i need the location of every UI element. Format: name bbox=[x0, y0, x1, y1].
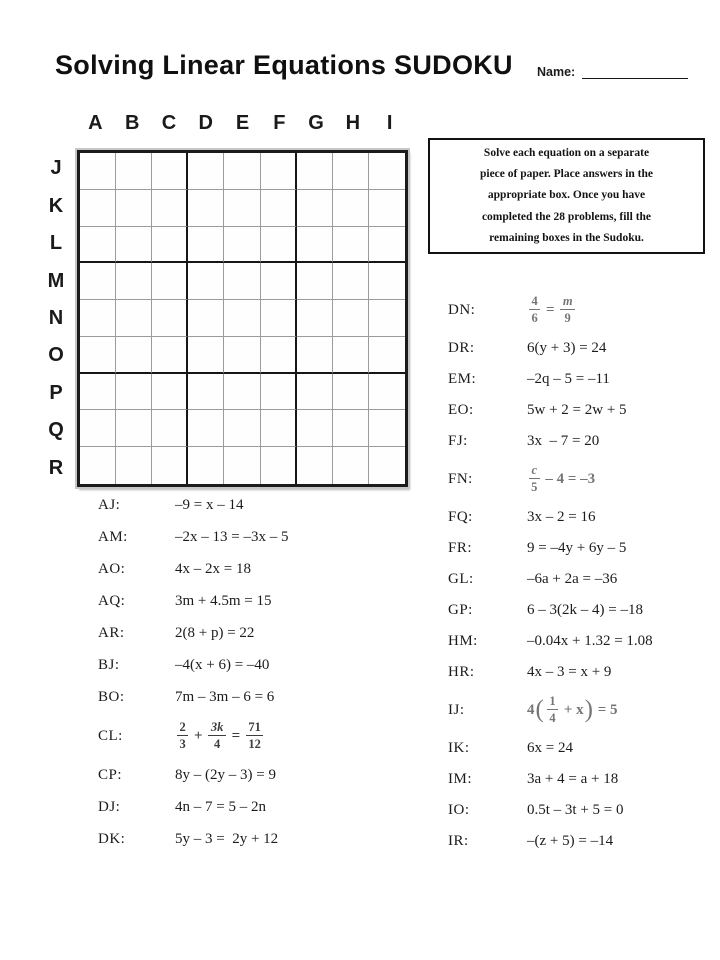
big-paren: ( bbox=[535, 696, 544, 724]
equation-text: 3m + 4.5m = 15 bbox=[175, 592, 272, 609]
equation-text: 2(8 + p) = 22 bbox=[175, 624, 255, 641]
fraction bbox=[177, 720, 188, 752]
grid-cell bbox=[116, 447, 152, 484]
eq-GP bbox=[448, 601, 720, 619]
fraction-numerator: m bbox=[560, 294, 575, 310]
equation-label: AO: bbox=[98, 560, 126, 577]
equation-text: 3x – 7 = 20 bbox=[527, 432, 600, 449]
instruction-line: completed the 28 problems, fill the bbox=[481, 210, 652, 223]
eq-HM bbox=[448, 632, 720, 650]
equation-label: AJ: bbox=[98, 496, 121, 513]
grid-cell bbox=[188, 263, 224, 300]
equation-text: – 4 = –3 bbox=[541, 470, 596, 487]
grid-cell bbox=[116, 374, 152, 411]
fraction bbox=[560, 294, 575, 326]
grid-cell bbox=[80, 300, 116, 337]
fraction-numerator: 2 bbox=[177, 720, 188, 736]
equation-label: IO: bbox=[448, 801, 470, 818]
grid-cell bbox=[224, 153, 260, 190]
fraction-numerator: c bbox=[529, 463, 540, 479]
fraction-denominator: 9 bbox=[564, 311, 571, 325]
grid-cell bbox=[80, 374, 116, 411]
grid-cell bbox=[152, 410, 188, 447]
equation-text: = bbox=[542, 301, 559, 318]
eq-CL bbox=[98, 720, 428, 752]
grid-cell bbox=[369, 300, 405, 337]
equation-expression bbox=[175, 799, 266, 816]
grid-cell bbox=[261, 374, 297, 411]
grid-cell bbox=[116, 153, 152, 190]
grid-cell bbox=[80, 153, 116, 190]
grid-cell bbox=[333, 227, 369, 264]
eq-DK bbox=[98, 830, 428, 848]
grid-cell bbox=[152, 447, 188, 484]
equation-expression bbox=[527, 694, 618, 726]
page-title: Solving Linear Equations SUDOKU bbox=[55, 50, 513, 80]
equation-expression bbox=[175, 625, 254, 642]
grid-cell bbox=[261, 153, 297, 190]
grid-cell bbox=[261, 337, 297, 374]
grid-cell bbox=[188, 374, 224, 411]
column-label-G: G bbox=[308, 112, 324, 134]
grid-cell bbox=[224, 263, 260, 300]
fraction bbox=[529, 463, 540, 495]
equation-label: HM: bbox=[448, 632, 478, 649]
equation-text: 8y – (2y – 3) = 9 bbox=[175, 766, 276, 783]
fraction-denominator: 4 bbox=[213, 737, 221, 751]
equation-expression bbox=[527, 602, 643, 619]
instruction-line: piece of paper. Place answers in the bbox=[479, 168, 653, 181]
grid-cell bbox=[224, 227, 260, 264]
equation-expression bbox=[527, 463, 595, 495]
equation-expression bbox=[175, 767, 276, 784]
equation-label: BJ: bbox=[98, 656, 120, 673]
grid-cell bbox=[80, 190, 116, 227]
grid-cell bbox=[116, 410, 152, 447]
grid-cell bbox=[224, 374, 260, 411]
grid-cell bbox=[297, 447, 333, 484]
eq-BJ bbox=[98, 656, 428, 674]
grid-cell bbox=[116, 227, 152, 264]
grid-cell bbox=[297, 300, 333, 337]
grid-cell bbox=[297, 410, 333, 447]
equation-expression bbox=[527, 802, 624, 819]
equation-label: GL: bbox=[448, 570, 474, 587]
eq-IO bbox=[448, 801, 720, 819]
grid-cell bbox=[80, 410, 116, 447]
eq-IJ bbox=[448, 694, 720, 726]
fraction-numerator: 3k bbox=[208, 720, 226, 736]
grid-cell bbox=[297, 227, 333, 264]
grid-cell bbox=[224, 300, 260, 337]
equation-label: FR: bbox=[448, 539, 473, 556]
grid-cell bbox=[369, 227, 405, 264]
grid-cell bbox=[152, 263, 188, 300]
instruction-line: appropriate box. Once you have bbox=[487, 189, 646, 202]
eq-CP bbox=[98, 766, 428, 784]
fraction-denominator: 12 bbox=[248, 737, 261, 751]
equation-expression bbox=[527, 771, 618, 788]
equation-label: IM: bbox=[448, 770, 472, 787]
grid-cell bbox=[369, 374, 405, 411]
grid-cell bbox=[152, 227, 188, 264]
grid-cell bbox=[369, 190, 405, 227]
grid-cell bbox=[297, 337, 333, 374]
equation-list-left bbox=[98, 496, 428, 862]
equation-text: 4x – 3 = x + 9 bbox=[527, 663, 612, 680]
grid-cell bbox=[297, 153, 333, 190]
column-label-D: D bbox=[198, 112, 213, 134]
sudoku-grid bbox=[77, 150, 408, 487]
grid-cell bbox=[261, 447, 297, 484]
equation-text: –2q – 5 = –11 bbox=[527, 370, 610, 387]
grid-cell bbox=[116, 300, 152, 337]
grid-cell bbox=[188, 190, 224, 227]
grid-cell bbox=[333, 300, 369, 337]
equation-text: –2x – 13 = –3x – 5 bbox=[175, 528, 289, 545]
equation-expression bbox=[527, 571, 617, 588]
grid-cell bbox=[224, 190, 260, 227]
equation-expression bbox=[527, 740, 573, 757]
grid-cell bbox=[261, 227, 297, 264]
equation-text: 3a + 4 = a + 18 bbox=[527, 770, 619, 787]
equation-list-right bbox=[448, 294, 720, 863]
fraction-denominator: 3 bbox=[179, 737, 186, 751]
grid-cell bbox=[333, 337, 369, 374]
equation-text: 9 = –4y + 6y – 5 bbox=[527, 539, 627, 556]
grid-cell bbox=[224, 337, 260, 374]
fraction-denominator: 5 bbox=[531, 480, 538, 494]
equation-expression bbox=[175, 657, 269, 674]
eq-DN bbox=[448, 294, 720, 326]
grid-cell bbox=[333, 153, 369, 190]
fraction bbox=[208, 720, 226, 752]
grid-cell bbox=[80, 227, 116, 264]
fraction-numerator: 1 bbox=[547, 694, 558, 710]
column-label-B: B bbox=[124, 112, 140, 134]
grid-cell bbox=[369, 263, 405, 300]
equation-label: DK: bbox=[98, 830, 126, 847]
eq-AM bbox=[98, 528, 428, 546]
equation-label: FJ: bbox=[448, 432, 468, 449]
equation-text: –9 = x – 14 bbox=[175, 496, 244, 513]
equation-expression bbox=[175, 689, 274, 706]
equation-label: DJ: bbox=[98, 798, 121, 815]
grid-cell bbox=[297, 263, 333, 300]
grid-cell bbox=[224, 447, 260, 484]
grid-cell bbox=[152, 374, 188, 411]
fraction bbox=[529, 294, 540, 326]
grid-cell bbox=[224, 410, 260, 447]
equation-label: HR: bbox=[448, 663, 475, 680]
equation-expression bbox=[175, 720, 265, 752]
equation-expression bbox=[527, 340, 606, 357]
grid-cell bbox=[116, 263, 152, 300]
eq-DR bbox=[448, 339, 720, 357]
equation-label: IJ: bbox=[448, 701, 465, 718]
instruction-line: Solve each equation on a separate bbox=[483, 146, 650, 159]
eq-AQ bbox=[98, 592, 428, 610]
equation-label: GP: bbox=[448, 601, 473, 618]
grid-cell bbox=[333, 447, 369, 484]
grid-cell bbox=[297, 190, 333, 227]
grid-cell bbox=[188, 447, 224, 484]
equation-expression bbox=[527, 509, 595, 526]
eq-HR bbox=[448, 663, 720, 681]
instruction-box bbox=[428, 138, 705, 254]
grid-cell bbox=[188, 153, 224, 190]
grid-cell bbox=[80, 337, 116, 374]
eq-IM bbox=[448, 770, 720, 788]
equation-text: + x bbox=[560, 701, 584, 718]
grid-cell bbox=[369, 153, 405, 190]
grid-cell bbox=[188, 227, 224, 264]
grid-cell bbox=[261, 190, 297, 227]
equation-text: = 5 bbox=[593, 701, 618, 718]
equation-label: IR: bbox=[448, 832, 469, 849]
equation-text: = bbox=[227, 727, 244, 744]
equation-expression bbox=[527, 433, 599, 450]
grid-cell bbox=[80, 447, 116, 484]
equation-expression bbox=[175, 831, 278, 848]
eq-BO bbox=[98, 688, 428, 706]
grid-cell bbox=[152, 337, 188, 374]
eq-AR bbox=[98, 624, 428, 642]
eq-EO bbox=[448, 401, 720, 419]
row-label-Q: Q bbox=[48, 419, 64, 442]
column-label-A: A bbox=[88, 112, 103, 134]
equation-expression bbox=[175, 593, 272, 610]
grid-cell bbox=[369, 447, 405, 484]
equation-label: AM: bbox=[98, 528, 128, 545]
equation-expression bbox=[527, 402, 627, 419]
eq-GL bbox=[448, 570, 720, 588]
grid-cell bbox=[261, 410, 297, 447]
equation-label: AQ: bbox=[98, 592, 126, 609]
equation-expression bbox=[527, 833, 613, 850]
equation-label: EO: bbox=[448, 401, 474, 418]
equation-label: BO: bbox=[98, 688, 125, 705]
equation-label: FN: bbox=[448, 470, 473, 487]
grid-row-labels bbox=[42, 150, 70, 487]
equation-expression bbox=[175, 497, 243, 514]
equation-label: CL: bbox=[98, 727, 123, 744]
row-label-O: O bbox=[48, 344, 64, 367]
grid-cell bbox=[152, 300, 188, 337]
eq-AO bbox=[98, 560, 428, 578]
eq-FR bbox=[448, 539, 720, 557]
row-label-R: R bbox=[48, 456, 64, 479]
fraction bbox=[547, 694, 558, 726]
equation-text: –0.04x + 1.32 = 1.08 bbox=[527, 632, 653, 649]
eq-EM bbox=[448, 370, 720, 388]
column-label-E: E bbox=[235, 112, 250, 134]
grid-cell bbox=[152, 190, 188, 227]
equation-text: 5w + 2 = 2w + 5 bbox=[527, 401, 627, 418]
equation-expression bbox=[527, 371, 610, 388]
equation-text: 0.5t – 3t + 5 = 0 bbox=[527, 801, 624, 818]
eq-AJ bbox=[98, 496, 428, 514]
grid-cell bbox=[333, 410, 369, 447]
column-label-I: I bbox=[386, 112, 393, 134]
grid-cell bbox=[188, 337, 224, 374]
equation-text: 3x – 2 = 16 bbox=[527, 508, 596, 525]
grid-cell bbox=[80, 263, 116, 300]
equation-text: 4x – 2x = 18 bbox=[175, 560, 251, 577]
column-label-F: F bbox=[273, 112, 286, 134]
fraction-denominator: 6 bbox=[531, 311, 538, 325]
grid-cell bbox=[333, 263, 369, 300]
equation-expression bbox=[175, 561, 251, 578]
row-label-P: P bbox=[49, 381, 63, 404]
equation-text: 6(y + 3) = 24 bbox=[527, 339, 607, 356]
grid-cell bbox=[188, 300, 224, 337]
equation-expression bbox=[527, 540, 626, 557]
grid-cell bbox=[369, 337, 405, 374]
name-label: Name: bbox=[537, 65, 576, 79]
eq-DJ bbox=[98, 798, 428, 816]
grid-column-labels bbox=[77, 112, 408, 135]
column-label-C: C bbox=[161, 112, 177, 134]
equation-label: EM: bbox=[448, 370, 477, 387]
fraction-numerator: 71 bbox=[246, 720, 264, 736]
name-blank-line bbox=[582, 64, 688, 79]
equation-expression bbox=[527, 633, 653, 650]
grid-cell bbox=[116, 337, 152, 374]
row-label-M: M bbox=[47, 269, 65, 292]
equation-label: FQ: bbox=[448, 508, 473, 525]
grid-cell bbox=[297, 374, 333, 411]
row-label-L: L bbox=[49, 232, 63, 255]
grid-cell bbox=[261, 263, 297, 300]
equation-label: AR: bbox=[98, 624, 125, 641]
eq-FQ bbox=[448, 508, 720, 526]
equation-text: 6x = 24 bbox=[527, 739, 573, 756]
equation-expression bbox=[527, 294, 577, 326]
eq-FN bbox=[448, 463, 720, 495]
equation-text: 5y – 3 = 2y + 12 bbox=[175, 830, 279, 847]
equation-text: –4(x + 6) = –40 bbox=[175, 656, 270, 673]
grid-cell bbox=[188, 410, 224, 447]
eq-IK bbox=[448, 739, 720, 757]
fraction bbox=[246, 720, 264, 752]
row-label-J: J bbox=[50, 157, 62, 180]
equation-text: –6a + 2a = –36 bbox=[527, 570, 618, 587]
equation-label: DR: bbox=[448, 339, 475, 356]
big-paren: ) bbox=[584, 696, 593, 724]
row-label-N: N bbox=[48, 306, 64, 329]
grid-cell bbox=[369, 410, 405, 447]
grid-cell bbox=[333, 374, 369, 411]
grid-cell bbox=[333, 190, 369, 227]
equation-text: –(z + 5) = –14 bbox=[527, 832, 614, 849]
equation-text: 4n – 7 = 5 – 2n bbox=[175, 798, 266, 815]
fraction-numerator: 4 bbox=[529, 294, 540, 310]
equation-text: 6 – 3(2k – 4) = –18 bbox=[527, 601, 643, 618]
equation-label: CP: bbox=[98, 766, 123, 783]
equation-label: DN: bbox=[448, 301, 476, 318]
grid-cell bbox=[152, 153, 188, 190]
grid-cell bbox=[116, 190, 152, 227]
grid-cell bbox=[261, 300, 297, 337]
equation-expression bbox=[175, 529, 288, 546]
eq-IR bbox=[448, 832, 720, 850]
equation-text: 4 bbox=[527, 701, 535, 718]
equation-text: 7m – 3m – 6 = 6 bbox=[175, 688, 275, 705]
row-label-K: K bbox=[48, 194, 64, 217]
fraction-denominator: 4 bbox=[549, 711, 556, 725]
instruction-line: remaining boxes in the Sudoku. bbox=[489, 231, 644, 244]
eq-FJ bbox=[448, 432, 720, 450]
equation-text: + bbox=[190, 727, 207, 744]
equation-label: IK: bbox=[448, 739, 470, 756]
name-field bbox=[537, 64, 688, 79]
equation-expression bbox=[527, 664, 611, 681]
column-label-H: H bbox=[345, 112, 361, 134]
